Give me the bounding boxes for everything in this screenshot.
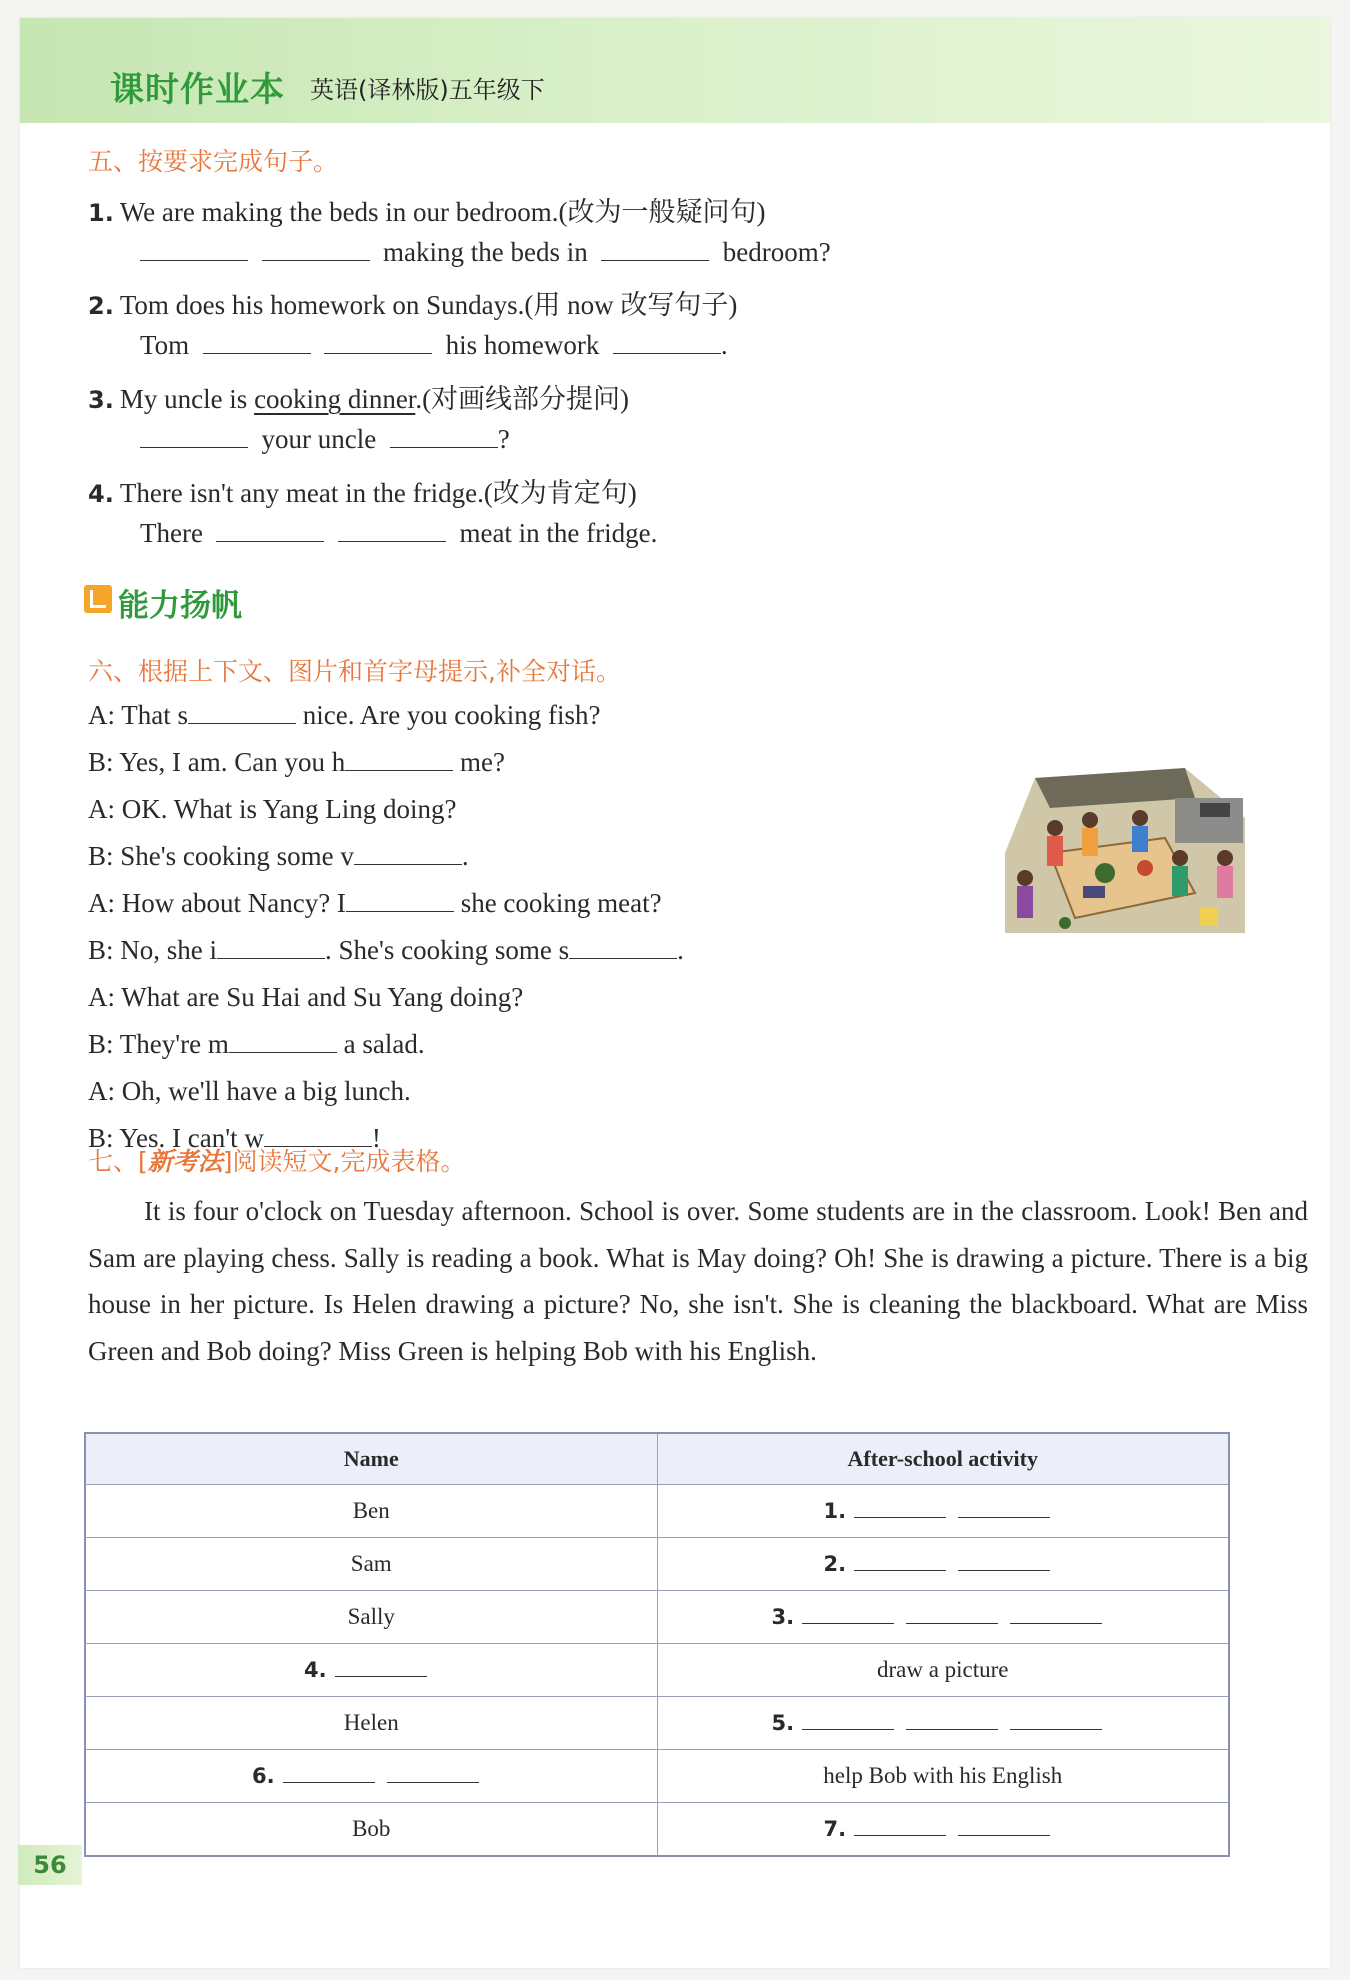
dialog-speaker: B: bbox=[88, 935, 114, 965]
dialog-text: me? bbox=[453, 747, 506, 777]
answer-number: 1. bbox=[823, 1499, 847, 1523]
answer-number: 5. bbox=[771, 1711, 795, 1735]
answer-blank[interactable] bbox=[958, 1552, 1050, 1571]
q4-text: There isn't any meat in the fridge.(改为肯定句) bbox=[119, 478, 637, 508]
q4-number: 4. bbox=[88, 480, 114, 508]
dialog-speaker: B: bbox=[88, 841, 114, 871]
answer-blank[interactable] bbox=[335, 1658, 427, 1677]
table-row bbox=[85, 1591, 1229, 1644]
cell-name: Helen bbox=[85, 1697, 657, 1750]
answer-blank[interactable] bbox=[1010, 1605, 1102, 1624]
passage-text: It is four o'clock on Tuesday afternoon. School is over. Some students are in the classroom. Look! Ben and Sam are playing chess. Sally is reading a book. What is May doing? Oh! She is drawing a picture. There is a big house in her picture. Is Helen drawing a picture? No, she isn't. She is cleaning the blackboard. What are Miss Green and Bob doing? Miss Green is helping Bob with his English. bbox=[88, 1196, 1308, 1366]
section7-title bbox=[88, 1142, 465, 1178]
dialog-text: OK. What is Yang Ling doing? bbox=[121, 794, 457, 824]
header-name: Name bbox=[85, 1433, 657, 1485]
new-method-badge: 新考法 bbox=[147, 1147, 223, 1176]
dialog-speaker: B: bbox=[88, 1029, 114, 1059]
section7-title-pre: 七、[ bbox=[88, 1147, 148, 1176]
answer-blank[interactable] bbox=[387, 1764, 479, 1783]
q3-answer-text-1: your uncle bbox=[261, 424, 377, 454]
section5-title: 五、按要求完成句子。 bbox=[88, 147, 339, 176]
dialog-blank[interactable] bbox=[217, 938, 325, 959]
q2-text: Tom does his homework on Sundays.(用 now 改写句子) bbox=[119, 290, 738, 320]
cell-name bbox=[85, 1644, 657, 1697]
reading-passage bbox=[88, 1188, 1308, 1374]
dialog-line-4 bbox=[88, 841, 469, 872]
q2-answer-text-0: Tom bbox=[140, 330, 190, 360]
answer-blank[interactable] bbox=[906, 1711, 998, 1730]
dialog-blank[interactable] bbox=[345, 750, 453, 771]
dialog-speaker: A: bbox=[88, 794, 115, 824]
page-number: 56 bbox=[18, 1845, 82, 1885]
dialog-speaker: B: bbox=[88, 747, 114, 777]
answer-number: 6. bbox=[251, 1764, 275, 1788]
q3-blank-1[interactable] bbox=[140, 427, 248, 448]
q4-answer-line bbox=[140, 518, 657, 549]
dialog-speaker: A: bbox=[88, 982, 115, 1012]
answer-number: 2. bbox=[823, 1552, 847, 1576]
table-row bbox=[85, 1697, 1229, 1750]
q4-blank-1[interactable] bbox=[216, 521, 324, 542]
q1-blank-3[interactable] bbox=[601, 240, 709, 261]
dialog-speaker: A: bbox=[88, 888, 115, 918]
page-header bbox=[20, 18, 1330, 123]
dialog-blank[interactable] bbox=[188, 703, 296, 724]
table-row bbox=[85, 1538, 1229, 1591]
dialog-blank[interactable] bbox=[346, 891, 454, 912]
cell-activity bbox=[657, 1485, 1229, 1538]
q4-answer-text-0: There bbox=[140, 518, 203, 548]
dialog-line-1 bbox=[88, 700, 600, 731]
table-row bbox=[85, 1803, 1229, 1857]
cell-activity bbox=[657, 1538, 1229, 1591]
dialog-speaker: A: bbox=[88, 700, 115, 730]
table-row bbox=[85, 1485, 1229, 1538]
dialog-speaker: A: bbox=[88, 1076, 115, 1106]
dialog-line-7 bbox=[88, 982, 523, 1013]
skill-title: 能力扬帆 bbox=[118, 588, 242, 624]
dialog-line-2 bbox=[88, 747, 505, 778]
q1-number: 1. bbox=[88, 199, 114, 227]
answer-number: 7. bbox=[823, 1817, 847, 1841]
answer-blank[interactable] bbox=[958, 1499, 1050, 1518]
answer-blank[interactable] bbox=[1010, 1711, 1102, 1730]
q1-text: We are making the beds in our bedroom.(改为一般疑问句) bbox=[119, 197, 766, 227]
skill-icon bbox=[84, 585, 112, 613]
answer-blank[interactable] bbox=[283, 1764, 375, 1783]
kitchen-illustration bbox=[995, 758, 1257, 936]
section7-title-post: ]阅读短文,完成表格。 bbox=[222, 1147, 466, 1176]
q3-question bbox=[88, 377, 629, 416]
cell-name: Sam bbox=[85, 1538, 657, 1591]
q2-answer-line bbox=[140, 330, 728, 361]
q2-question bbox=[88, 283, 737, 322]
table-header-row bbox=[85, 1433, 1229, 1485]
table-row bbox=[85, 1644, 1229, 1697]
q3-text-underlined: cooking dinner bbox=[254, 384, 416, 414]
dialog-text: She's cooking some v bbox=[120, 841, 354, 871]
q2-answer-text-1: his homework bbox=[445, 330, 600, 360]
dialog-text: nice. Are you cooking fish? bbox=[296, 700, 601, 730]
cell-activity bbox=[657, 1803, 1229, 1857]
answer-blank[interactable] bbox=[854, 1817, 946, 1836]
dialog-text: Oh, we'll have a big lunch. bbox=[121, 1076, 411, 1106]
q3-answer-text-2: ? bbox=[497, 424, 510, 454]
activity-table bbox=[84, 1432, 1230, 1857]
dialog-line-9 bbox=[88, 1076, 411, 1107]
answer-blank[interactable] bbox=[854, 1499, 946, 1518]
q3-number: 3. bbox=[88, 386, 114, 414]
answer-number: 3. bbox=[771, 1605, 795, 1629]
dialog-text: Yes, I am. Can you h bbox=[119, 747, 346, 777]
dialog-text: ! bbox=[371, 1123, 381, 1153]
q2-answer-text-2: . bbox=[720, 330, 728, 360]
q1-answer-line bbox=[140, 237, 831, 268]
header-brand: 课时作业本 bbox=[110, 70, 285, 110]
cell-name bbox=[85, 1750, 657, 1803]
dialog-blank[interactable] bbox=[569, 938, 677, 959]
cell-name: Sally bbox=[85, 1591, 657, 1644]
section6-title: 六、根据上下文、图片和首字母提示,补全对话。 bbox=[88, 657, 621, 686]
answer-number: 4. bbox=[303, 1658, 327, 1682]
q4-blank-2[interactable] bbox=[338, 521, 446, 542]
dialog-text: What are Su Hai and Su Yang doing? bbox=[121, 982, 524, 1012]
q1-answer-text-1: making the beds in bbox=[383, 237, 588, 267]
dialog-text: . bbox=[677, 935, 684, 965]
answer-blank[interactable] bbox=[854, 1552, 946, 1571]
dialog-text: They're m bbox=[119, 1029, 229, 1059]
dialog-text: That s bbox=[121, 700, 189, 730]
answer-blank[interactable] bbox=[802, 1711, 894, 1730]
dialog-line-3 bbox=[88, 794, 457, 825]
dialog-text: No, she i bbox=[120, 935, 218, 965]
q1-answer-text-2: bedroom? bbox=[722, 237, 831, 267]
q1-blank-1[interactable] bbox=[140, 240, 248, 261]
dialog-blank[interactable] bbox=[229, 1032, 337, 1053]
table-row bbox=[85, 1750, 1229, 1803]
answer-blank[interactable] bbox=[802, 1605, 894, 1624]
q4-question bbox=[88, 471, 637, 510]
cell-activity bbox=[657, 1697, 1229, 1750]
header-subtitle: 英语(译林版)五年级下 bbox=[310, 76, 545, 104]
q1-blank-2[interactable] bbox=[262, 240, 370, 261]
dialog-line-8 bbox=[88, 1029, 425, 1060]
cell-name: Ben bbox=[85, 1485, 657, 1538]
dialog-text: Yes. I can't w bbox=[119, 1123, 264, 1153]
header-activity: After-school activity bbox=[657, 1433, 1229, 1485]
q2-blank-1[interactable] bbox=[203, 333, 311, 354]
cell-activity: help Bob with his English bbox=[657, 1750, 1229, 1803]
dialog-line-5 bbox=[88, 888, 662, 919]
cell-activity: draw a picture bbox=[657, 1644, 1229, 1697]
q2-blank-3[interactable] bbox=[613, 333, 721, 354]
q3-text-post: .(对画线部分提问) bbox=[415, 384, 630, 414]
answer-blank[interactable] bbox=[958, 1817, 1050, 1836]
dialog-text: a salad. bbox=[336, 1029, 425, 1059]
q3-text-pre: My uncle is bbox=[119, 384, 255, 414]
dialog-line-6 bbox=[88, 935, 684, 966]
cell-name: Bob bbox=[85, 1803, 657, 1857]
q2-number: 2. bbox=[88, 292, 114, 320]
dialog-speaker: B: bbox=[88, 1123, 114, 1153]
q2-blank-2[interactable] bbox=[324, 333, 432, 354]
cell-activity bbox=[657, 1591, 1229, 1644]
q3-blank-2[interactable] bbox=[390, 427, 498, 448]
dialog-text: . She's cooking some s bbox=[325, 935, 570, 965]
q4-answer-text-1: meat in the fridge. bbox=[459, 518, 658, 548]
dialog-text: she cooking meat? bbox=[453, 888, 662, 918]
q3-answer-line bbox=[140, 424, 510, 455]
dialog-blank[interactable] bbox=[354, 844, 462, 865]
q1-question bbox=[88, 190, 766, 229]
answer-blank[interactable] bbox=[906, 1605, 998, 1624]
dialog-text: . bbox=[461, 841, 469, 871]
dialog-text: How about Nancy? I bbox=[121, 888, 346, 918]
